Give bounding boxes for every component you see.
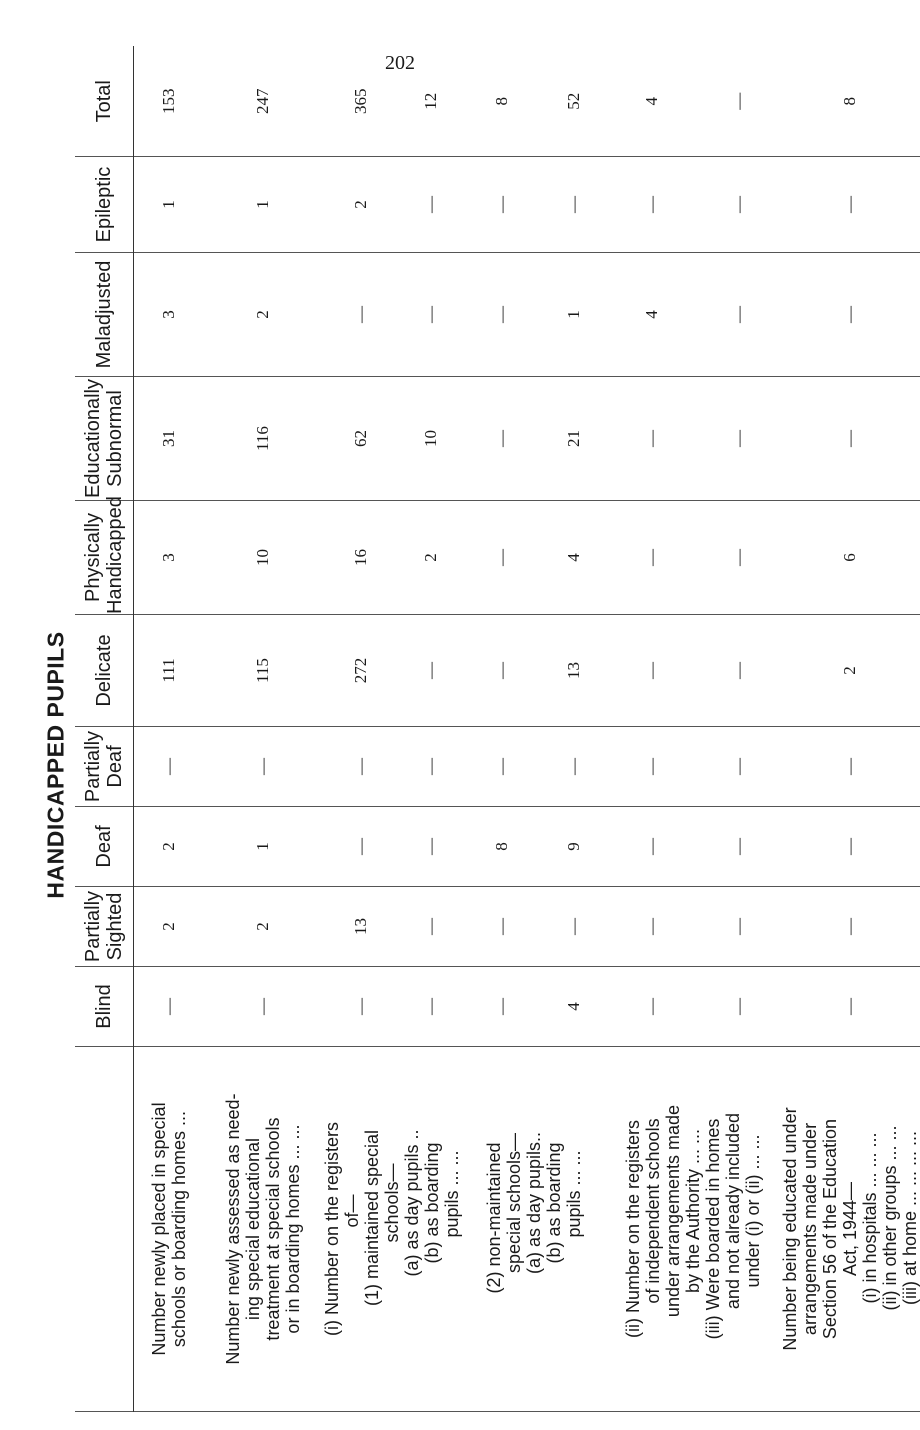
cell-epileptic: 1 — [204, 157, 322, 253]
cell-partially-sighted: — — [606, 887, 698, 967]
label-line: Number being educated under — [779, 1107, 800, 1351]
cell-epileptic: — — [462, 157, 542, 253]
cell-deaf: 9 — [542, 807, 606, 887]
cell-maladjusted: — — [462, 253, 542, 377]
cell-partially-deaf: — — [780, 727, 920, 807]
cell-maladjusted: 3 — [134, 253, 204, 377]
cell-total: 365 — [322, 47, 400, 157]
label-line: (1) maintained special — [361, 1129, 382, 1307]
cell-blind: — — [134, 967, 204, 1047]
cell-maladjusted: — — [400, 253, 462, 377]
header-blank — [75, 1047, 134, 1412]
cell-blind: — — [462, 967, 542, 1047]
label-line: ing special educational — [242, 1137, 263, 1321]
cell-deaf: — — [400, 807, 462, 887]
cell-physically-handicapped: — — [462, 501, 542, 615]
cell-maladjusted: 4 — [606, 253, 698, 377]
label-line: (iii) Were boarded in homes — [702, 1118, 723, 1340]
cell-blind: — — [606, 967, 698, 1047]
cell-partially-sighted: 2 — [134, 887, 204, 967]
cell-deaf: — — [606, 807, 698, 887]
label-line: (a) as day pupils.. — [523, 1131, 544, 1275]
cell-partially-deaf: — — [204, 727, 322, 807]
cell-physically-handicapped: — — [698, 501, 780, 615]
label-line: Number newly placed in special — [148, 1102, 169, 1356]
cell-educationally-subnormal: — — [698, 377, 780, 501]
label-line: (ii) in other groups ... ... — [879, 1125, 900, 1311]
page-number: 202 — [385, 52, 415, 74]
cell-deaf: 1 — [204, 807, 322, 887]
cell-epileptic: 1 — [134, 157, 204, 253]
cell-educationally-subnormal: — — [462, 377, 542, 501]
cell-partially-sighted: — — [780, 887, 920, 967]
cell-total: 8 — [462, 47, 542, 157]
cell-total: — — [698, 47, 780, 157]
cell-partially-deaf: — — [462, 727, 542, 807]
header-deaf: Deaf — [75, 807, 134, 887]
table-row — [462, 47, 542, 1412]
cell-delicate: 111 — [134, 615, 204, 727]
label-line: and not already included — [722, 1112, 743, 1310]
cell-delicate: — — [698, 615, 780, 727]
cell-physically-handicapped: 4 — [542, 501, 606, 615]
cell-physically-handicapped: 6 — [780, 501, 920, 615]
cell-partially-deaf: — — [542, 727, 606, 807]
row-label — [780, 1047, 920, 1412]
row-label — [462, 1047, 606, 1412]
cell-maladjusted: — — [698, 253, 780, 377]
label-line: (2) non-maintained — [483, 1142, 504, 1294]
cell-maladjusted: — — [322, 253, 400, 377]
cell-deaf: 8 — [462, 807, 542, 887]
label-line: by the Authority ... ... — [682, 1128, 703, 1294]
cell-maladjusted: — — [780, 253, 920, 377]
label-line: (i) Number on the registers — [321, 1121, 342, 1337]
cell-maladjusted: 2 — [204, 253, 322, 377]
header-partially-deaf: Partially Deaf — [75, 727, 134, 807]
header-blind: Blind — [75, 967, 134, 1047]
table-row — [322, 47, 400, 1412]
cell-partially-sighted: — — [542, 887, 606, 967]
cell-educationally-subnormal: 31 — [134, 377, 204, 501]
label-line: (b) as boarding — [543, 1142, 564, 1264]
cell-maladjusted: 1 — [542, 253, 606, 377]
cell-total: 8 — [780, 47, 920, 157]
label-line: (i) in hospitals ... ... ... — [859, 1132, 880, 1304]
label-line: arrangements made under — [799, 1122, 820, 1336]
cell-partially-sighted: 13 — [322, 887, 400, 967]
label-line: Number newly assessed as need- — [222, 1093, 243, 1365]
label-line: pupils ... ... — [441, 1150, 462, 1238]
cell-epileptic: — — [400, 157, 462, 253]
label-line: Section 56 of the Education — [819, 1118, 840, 1340]
cell-blind: — — [780, 967, 920, 1047]
cell-partially-sighted: 2 — [204, 887, 322, 967]
cell-epileptic: 2 — [322, 157, 400, 253]
label-line: special schools— — [503, 1132, 524, 1274]
label-line: pupils ... ... — [563, 1150, 584, 1238]
header-partially-sighted: Partially Sighted — [75, 887, 134, 967]
cell-partially-deaf: — — [400, 727, 462, 807]
cell-partially-deaf: — — [322, 727, 400, 807]
cell-epileptic: — — [542, 157, 606, 253]
cell-deaf: 2 — [134, 807, 204, 887]
cell-educationally-subnormal: 21 — [542, 377, 606, 501]
cell-blind: — — [698, 967, 780, 1047]
cell-partially-sighted: — — [462, 887, 542, 967]
cell-partially-deaf: — — [698, 727, 780, 807]
cell-partially-sighted: — — [400, 887, 462, 967]
cell-blind: — — [400, 967, 462, 1047]
label-line: (a) as day pupils .. — [401, 1129, 422, 1277]
cell-total: 4 — [606, 47, 698, 157]
cell-blind: — — [204, 967, 322, 1047]
table-row — [204, 47, 322, 1412]
table-title: HANDICAPPED PUPILS — [42, 631, 69, 899]
header-physically-handicapped: Physically Handicapped — [75, 501, 134, 615]
label-line: (iii) at home ... ... ... ... — [899, 1130, 920, 1306]
table-row — [780, 47, 920, 1412]
cell-physically-handicapped: 3 — [134, 501, 204, 615]
table-row — [606, 47, 698, 1412]
label-line: schools or boarding homes ... — [168, 1110, 189, 1348]
cell-blind: — — [322, 967, 400, 1047]
label-line: Act, 1944— — [839, 1181, 860, 1277]
cell-physically-handicapped: 10 — [204, 501, 322, 615]
cell-epileptic: — — [606, 157, 698, 253]
cell-total: 12 — [400, 47, 462, 157]
cell-blind: 4 — [542, 967, 606, 1047]
label-line: (b) as boarding — [421, 1142, 442, 1264]
row-label — [322, 1047, 462, 1412]
header-epileptic: Epileptic — [75, 157, 134, 253]
cell-epileptic: — — [698, 157, 780, 253]
cell-delicate: 2 — [780, 615, 920, 727]
rotated-table-container — [75, 47, 920, 1412]
handicapped-pupils-table — [75, 47, 920, 1413]
header-delicate: Delicate — [75, 615, 134, 727]
cell-educationally-subnormal: 116 — [204, 377, 322, 501]
label-line: of independent schools — [642, 1118, 663, 1304]
cell-delicate: 13 — [542, 615, 606, 727]
header-total: Total — [75, 47, 134, 157]
cell-delicate: — — [462, 615, 542, 727]
label-line: of— — [341, 1194, 362, 1228]
header-row — [75, 47, 134, 1412]
cell-physically-handicapped: 16 — [322, 501, 400, 615]
cell-educationally-subnormal: — — [606, 377, 698, 501]
cell-partially-deaf: — — [606, 727, 698, 807]
cell-total: 52 — [542, 47, 606, 157]
cell-educationally-subnormal: 10 — [400, 377, 462, 501]
label-line: schools— — [381, 1163, 402, 1243]
cell-deaf: — — [780, 807, 920, 887]
cell-educationally-subnormal: — — [780, 377, 920, 501]
row-label — [606, 1047, 780, 1412]
label-line: under (i) or (ii) ... ... — [742, 1134, 763, 1288]
cell-delicate: 272 — [322, 615, 400, 727]
label-line: or in boarding homes ... ... — [282, 1124, 303, 1334]
cell-physically-handicapped: — — [606, 501, 698, 615]
cell-educationally-subnormal: 62 — [322, 377, 400, 501]
cell-deaf: — — [698, 807, 780, 887]
row-label — [134, 1047, 204, 1412]
cell-deaf: — — [322, 807, 400, 887]
label-line: under arrangements made — [662, 1104, 683, 1318]
cell-partially-sighted: — — [698, 887, 780, 967]
header-educationally-subnormal: Educationally Subnormal — [75, 377, 134, 501]
cell-partially-deaf: — — [134, 727, 204, 807]
cell-total: 247 — [204, 47, 322, 157]
header-maladjusted: Maladjusted — [75, 253, 134, 377]
cell-total: 153 — [134, 47, 204, 157]
row-label — [204, 1047, 322, 1412]
cell-epileptic: — — [780, 157, 920, 253]
label-line: (ii) Number on the registers — [622, 1119, 643, 1339]
cell-physically-handicapped: 2 — [400, 501, 462, 615]
label-line: treatment at special schools — [262, 1117, 283, 1341]
table-row — [134, 47, 204, 1412]
cell-delicate: — — [606, 615, 698, 727]
cell-delicate: — — [400, 615, 462, 727]
cell-delicate: 115 — [204, 615, 322, 727]
